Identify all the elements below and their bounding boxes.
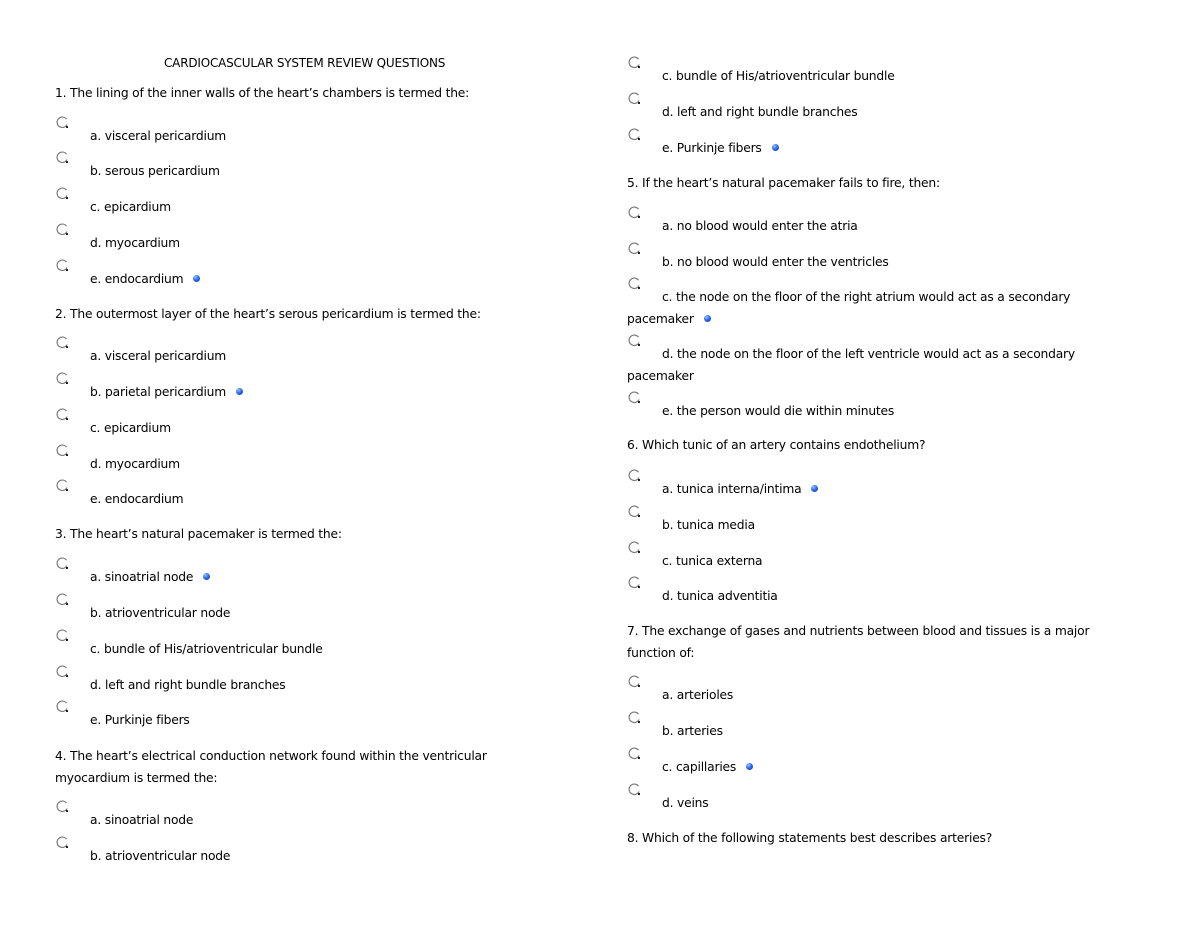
radio-button-icon[interactable] <box>55 799 69 813</box>
answer-option[interactable] <box>55 417 535 439</box>
radio-button-icon[interactable] <box>627 710 641 724</box>
option-label: b. atrioventricular node <box>90 849 231 863</box>
correct-answer-dot-icon <box>236 388 243 395</box>
option-label: e. the person would die within minutes <box>662 404 895 418</box>
radio-button-icon[interactable] <box>627 241 641 255</box>
answer-option[interactable] <box>55 196 535 218</box>
option-label: a. sinoatrial node <box>90 570 194 584</box>
radio-button-icon[interactable] <box>55 556 69 570</box>
question-text: 7. The exchange of gases and nutrients between blood and tissues is a major function of: <box>627 624 1090 660</box>
radio-button-icon[interactable] <box>627 205 641 219</box>
answer-option[interactable] <box>627 684 1117 706</box>
answer-option[interactable] <box>55 566 535 588</box>
question-text: 3. The heart’s natural pacemaker is termed the: <box>55 527 342 541</box>
answer-option[interactable] <box>55 602 535 624</box>
option-label: c. the node on the floor of the right atrium would act as a secondary pacemaker <box>627 290 1071 326</box>
option-label: a. arterioles <box>662 688 734 702</box>
answer-option[interactable] <box>627 101 1117 123</box>
radio-button-icon[interactable] <box>55 371 69 385</box>
radio-button-icon[interactable] <box>55 222 69 236</box>
radio-button-icon[interactable] <box>627 91 641 105</box>
option-label: b. arteries <box>662 724 723 738</box>
radio-button-icon[interactable] <box>55 150 69 164</box>
radio-button-icon[interactable] <box>55 835 69 849</box>
option-label: c. epicardium <box>90 200 171 214</box>
answer-option[interactable] <box>55 453 535 475</box>
question-text: 6. Which tunic of an artery contains endothelium? <box>627 438 926 452</box>
option-label: a. tunica interna/intima <box>662 482 802 496</box>
answer-option[interactable] <box>627 215 1117 237</box>
answer-option[interactable] <box>627 251 1117 273</box>
answer-option[interactable] <box>627 137 1117 159</box>
answer-option[interactable] <box>55 638 535 660</box>
option-label: a. visceral pericardium <box>90 349 227 363</box>
option-label: c. bundle of His/atrioventricular bundle <box>90 642 323 656</box>
answer-option[interactable] <box>627 720 1117 742</box>
option-label: c. capillaries <box>662 760 737 774</box>
option-label: b. parietal pericardium <box>90 385 227 399</box>
option-label: a. no blood would enter the atria <box>662 219 858 233</box>
answer-option[interactable] <box>627 585 1117 607</box>
option-label: b. tunica media <box>662 518 755 532</box>
answer-option[interactable] <box>627 343 1117 387</box>
answer-option[interactable] <box>55 345 535 367</box>
option-label: b. no blood would enter the ventricles <box>662 255 889 269</box>
answer-option[interactable] <box>55 845 535 867</box>
answer-option[interactable] <box>627 286 1117 330</box>
answer-option[interactable] <box>55 709 535 731</box>
option-label: d. left and right bundle branches <box>90 678 286 692</box>
question-text: 2. The outermost layer of the heart’s serous pericardium is termed the: <box>55 307 481 321</box>
radio-button-icon[interactable] <box>627 55 641 69</box>
question-text: 1. The lining of the inner walls of the heart’s chambers is termed the: <box>55 86 470 100</box>
answer-option[interactable] <box>627 65 1117 87</box>
option-label: b. serous pericardium <box>90 164 220 178</box>
radio-button-icon[interactable] <box>55 592 69 606</box>
answer-option[interactable] <box>55 674 535 696</box>
option-label: c. bundle of His/atrioventricular bundle <box>662 69 895 83</box>
option-label: e. Purkinje fibers <box>662 141 762 155</box>
radio-button-icon[interactable] <box>627 746 641 760</box>
question-text: 8. Which of the following statements best describes arteries? <box>627 831 993 845</box>
page-title: CARDIOCASCULAR SYSTEM REVIEW QUESTIONS <box>164 56 446 70</box>
option-label: d. tunica adventitia <box>662 589 778 603</box>
option-label: d. myocardium <box>90 236 180 250</box>
correct-answer-dot-icon <box>746 763 753 770</box>
radio-button-icon[interactable] <box>55 186 69 200</box>
answer-option[interactable] <box>55 488 535 510</box>
radio-button-icon[interactable] <box>627 674 641 688</box>
option-label: c. epicardium <box>90 421 171 435</box>
radio-button-icon[interactable] <box>627 276 641 290</box>
option-label: e. endocardium <box>90 492 184 506</box>
answer-option[interactable] <box>627 514 1117 536</box>
option-label: d. the node on the floor of the left ventricle would act as a secondary pacemaker <box>627 347 1075 383</box>
answer-option[interactable] <box>55 381 535 403</box>
radio-button-icon[interactable] <box>627 333 641 347</box>
correct-answer-dot-icon <box>772 144 779 151</box>
answer-option[interactable] <box>55 160 535 182</box>
radio-button-icon[interactable] <box>627 540 641 554</box>
option-label: a. sinoatrial node <box>90 813 194 827</box>
option-label: b. atrioventricular node <box>90 606 231 620</box>
radio-button-icon[interactable] <box>55 478 69 492</box>
option-label: e. endocardium <box>90 272 184 286</box>
question-text: 5. If the heart’s natural pacemaker fails to fire, then: <box>627 176 940 190</box>
radio-button-icon[interactable] <box>55 664 69 678</box>
correct-answer-dot-icon <box>811 485 818 492</box>
answer-option[interactable] <box>627 756 1117 778</box>
option-label: e. Purkinje fibers <box>90 713 190 727</box>
correct-answer-dot-icon <box>203 573 210 580</box>
answer-option[interactable] <box>627 478 1117 500</box>
answer-option[interactable] <box>627 792 1117 814</box>
radio-button-icon[interactable] <box>55 115 69 129</box>
radio-button-icon[interactable] <box>627 575 641 589</box>
radio-button-icon[interactable] <box>55 407 69 421</box>
radio-button-icon[interactable] <box>55 628 69 642</box>
radio-button-icon[interactable] <box>55 699 69 713</box>
option-label: c. tunica externa <box>662 554 763 568</box>
answer-option[interactable] <box>55 809 535 831</box>
radio-button-icon[interactable] <box>627 468 641 482</box>
answer-option[interactable] <box>55 125 535 147</box>
correct-answer-dot-icon <box>193 275 200 282</box>
answer-option[interactable] <box>55 268 535 290</box>
radio-button-icon[interactable] <box>55 335 69 349</box>
radio-button-icon[interactable] <box>627 782 641 796</box>
option-label: d. left and right bundle branches <box>662 105 858 119</box>
question-text: 4. The heart’s electrical conduction network found within the ventricular myocardium is termed the: <box>55 749 487 785</box>
option-label: d. myocardium <box>90 457 180 471</box>
radio-button-icon[interactable] <box>627 390 641 404</box>
correct-answer-dot-icon <box>704 315 711 322</box>
radio-button-icon[interactable] <box>55 258 69 272</box>
option-label: d. veins <box>662 796 709 810</box>
answer-option[interactable] <box>627 400 1117 422</box>
option-label: a. visceral pericardium <box>90 129 227 143</box>
radio-button-icon[interactable] <box>627 127 641 141</box>
answer-option[interactable] <box>55 232 535 254</box>
radio-button-icon[interactable] <box>627 504 641 518</box>
radio-button-icon[interactable] <box>55 443 69 457</box>
answer-option[interactable] <box>627 550 1117 572</box>
